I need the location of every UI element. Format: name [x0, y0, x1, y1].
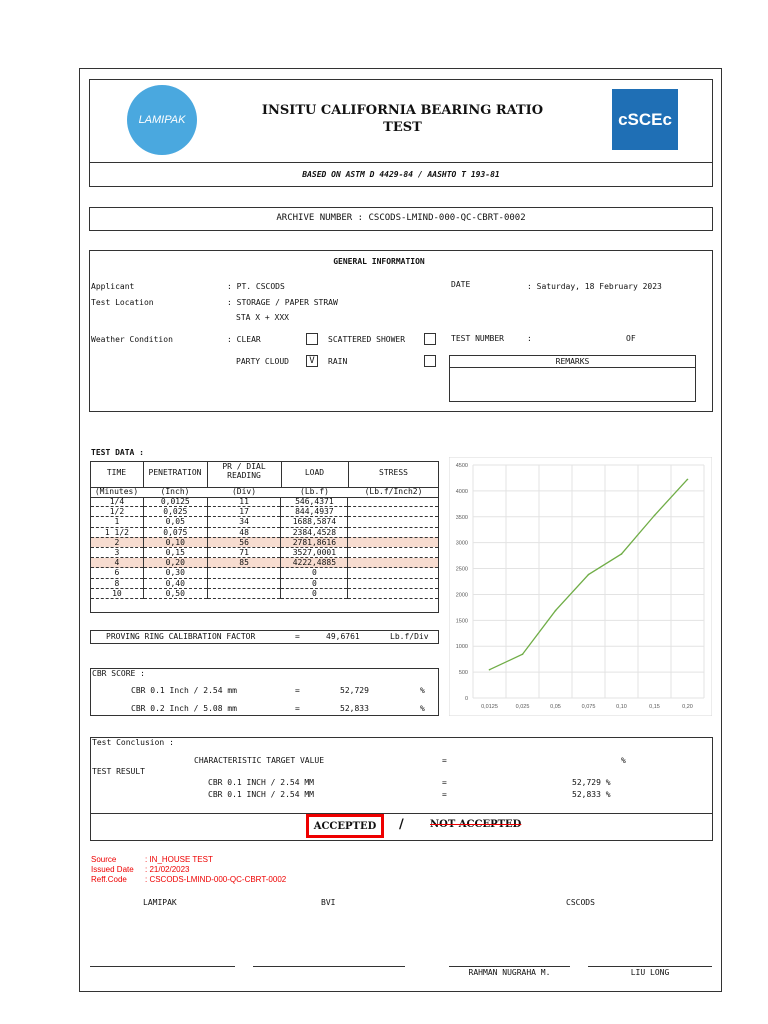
cell-dial: 48	[207, 527, 281, 537]
cbr-r2-value: 52,833	[340, 704, 369, 713]
x-tick-label: 0,075	[581, 704, 596, 710]
cell-penetration: 0,0125	[143, 497, 207, 507]
source-value: : IN_HOUSE TEST	[145, 855, 213, 864]
y-tick-label: 4000	[455, 488, 468, 495]
cbr-r1-value: 52,729	[340, 686, 369, 695]
x-tick-label: 0,025	[515, 704, 530, 710]
source-block	[91, 855, 286, 885]
not-accepted-label: NOT ACCEPTED	[430, 819, 522, 830]
cell-time: 4	[91, 558, 144, 568]
cell-stress	[348, 517, 439, 527]
x-tick-label: 0,10	[616, 704, 627, 710]
conclusion-label: Test Conclusion :	[92, 738, 174, 747]
cell-dial: 71	[207, 547, 281, 557]
table-row	[91, 547, 439, 557]
weather-cloud-checkbox[interactable]: V	[306, 355, 318, 367]
cell-stress	[348, 527, 439, 537]
table-row	[91, 588, 439, 598]
remarks-divider	[449, 367, 696, 368]
test-data-label: TEST DATA :	[91, 448, 144, 457]
test-number-label: TEST NUMBER	[451, 334, 504, 343]
signature-col-lamipak: LAMIPAK	[143, 898, 177, 907]
test-data-table	[90, 497, 439, 599]
col-header-stress: STRESS	[379, 468, 408, 477]
weather-cloud-label: PARTY CLOUD	[236, 357, 289, 366]
table-row	[91, 497, 439, 507]
cell-penetration: 0,30	[143, 568, 207, 578]
reff-code-key: Reff.Code	[91, 875, 127, 884]
y-tick-label: 2500	[455, 566, 468, 573]
x-tick-label: 0,15	[649, 704, 660, 710]
archive-line	[89, 213, 713, 223]
cbr-r2-unit: %	[420, 704, 425, 713]
general-info-heading: GENERAL INFORMATION	[333, 257, 425, 266]
signatory-name-3: RAHMAN NUGRAHA M.	[468, 968, 551, 977]
table-row	[91, 517, 439, 527]
weather-label: Weather Condition	[91, 335, 173, 344]
cell-penetration: 0,025	[143, 507, 207, 517]
table-row	[91, 527, 439, 537]
weather-clear-label: : CLEAR	[227, 335, 261, 344]
cell-dial	[207, 578, 281, 588]
lamipak-logo	[127, 85, 197, 155]
signature-col-cscods: CSCODS	[566, 898, 595, 907]
cbr-r1-eq: =	[295, 686, 300, 695]
cell-penetration: 0,075	[143, 527, 207, 537]
table-row	[91, 537, 439, 547]
issued-date-key: Issued Date	[91, 865, 134, 874]
cell-dial	[207, 568, 281, 578]
signature-line-4	[588, 966, 712, 967]
cell-penetration: 0,10	[143, 537, 207, 547]
cell-load: 546,4371	[281, 497, 348, 507]
y-tick-label: 2000	[455, 592, 468, 599]
col-header-dial: PR / DIAL READING	[222, 462, 266, 480]
proving-ring-unit: Lb.f/Div	[390, 632, 429, 641]
weather-rain-label: RAIN	[328, 357, 348, 366]
cell-load: 844,4937	[281, 507, 348, 517]
col-header-load: LOAD	[304, 468, 325, 477]
cell-time: 1	[91, 517, 144, 527]
cell-stress	[348, 568, 439, 578]
standard-reference: BASED ON ASTM D 4429-84 / AASHTO T 193-81	[302, 170, 500, 179]
cell-time: 6	[91, 568, 144, 578]
table-row	[91, 558, 439, 568]
cell-load: 4222,4885	[281, 558, 348, 568]
cell-load: 1688,5874	[281, 517, 348, 527]
cell-dial: 56	[207, 537, 281, 547]
cell-dial: 85	[207, 558, 281, 568]
location-label: Test Location	[91, 298, 154, 307]
result-r1-label: CBR 0.1 INCH / 2.54 MM	[208, 778, 314, 787]
x-tick-label: 0,0125	[481, 704, 498, 710]
header-divider	[89, 162, 713, 163]
cell-dial: 17	[207, 507, 281, 517]
report-title: INSITU CALIFORNIA BEARING RATIO TEST	[261, 103, 544, 135]
conclusion-divider	[90, 813, 713, 814]
result-r1-eq: =	[442, 778, 447, 787]
cell-time: 8	[91, 578, 144, 588]
cell-time: 1/2	[91, 507, 144, 517]
load-data-point	[522, 653, 524, 655]
location-value: : STORAGE / PAPER STRAW	[227, 298, 338, 307]
applicant-value: : PT. CSCODS	[227, 282, 285, 291]
y-tick-label: 3000	[455, 540, 468, 547]
proving-ring-value: 49,6761	[326, 632, 360, 641]
archive-number: CSCODS-LMIND-000-QC-CBRT-0002	[368, 213, 526, 223]
ctv-eq: =	[442, 756, 447, 765]
unit-time: (Minutes)	[94, 487, 139, 496]
test-data-header	[90, 461, 439, 496]
load-data-point	[621, 553, 623, 555]
archive-label: ARCHIVE NUMBER :	[276, 213, 364, 223]
x-tick-label: 0,05	[550, 704, 561, 710]
unit-stress: (Lb.f/Inch2)	[364, 487, 423, 496]
source-key: Source	[91, 855, 117, 864]
applicant-label: Applicant	[91, 282, 135, 291]
unit-dial: (Div)	[231, 487, 257, 496]
load-data-point	[654, 515, 656, 517]
reff-code-value: : CSCODS-LMIND-000-QC-CBRT-0002	[145, 875, 287, 884]
remarks-label: REMARKS	[555, 357, 590, 366]
weather-shower-checkbox[interactable]	[424, 333, 436, 345]
cell-dial: 34	[207, 517, 281, 527]
signature-col-bvi: BVI	[321, 898, 336, 907]
result-r1-value: 52,729 %	[572, 778, 611, 787]
cbr-r2-eq: =	[295, 704, 300, 713]
accepted-stamp	[306, 814, 384, 838]
test-number-colon: :	[527, 334, 532, 343]
cell-dial: 11	[207, 497, 281, 507]
lamipak-logo-text: LAMIPAK	[138, 114, 186, 126]
cbr-r1-unit: %	[420, 686, 425, 695]
cell-time: 10	[91, 588, 144, 598]
ctv-unit: %	[621, 756, 626, 765]
test-result-label: TEST RESULT	[92, 767, 145, 776]
cell-penetration: 0,50	[143, 588, 207, 598]
proving-ring-label: PROVING RING CALIBRATION FACTOR	[106, 632, 256, 641]
cell-penetration: 0,40	[143, 578, 207, 588]
signatory-name-4: LIU LONG	[630, 968, 670, 977]
load-penetration-chart	[449, 457, 712, 716]
load-data-point	[489, 669, 491, 671]
table-row	[91, 578, 439, 588]
cell-stress	[348, 558, 439, 568]
result-r2-value: 52,833 %	[572, 790, 611, 799]
cscec-logo	[612, 89, 678, 150]
cbr-r2-label: CBR 0.2 Inch / 5.08 mm	[131, 704, 237, 713]
cell-stress	[348, 507, 439, 517]
load-data-point	[687, 479, 689, 481]
table-row	[91, 507, 439, 517]
cell-penetration: 0,20	[143, 558, 207, 568]
cscec-logo-text: cSCEc	[618, 109, 672, 129]
test-number-of: OF	[626, 334, 636, 343]
x-tick-label: 0,20	[682, 704, 693, 710]
cell-stress	[348, 588, 439, 598]
load-data-point	[555, 610, 557, 612]
cell-penetration: 0,15	[143, 547, 207, 557]
cell-penetration: 0,05	[143, 517, 207, 527]
col-header-penetration: PENETRATION	[148, 468, 202, 477]
cell-load: 2384,4528	[281, 527, 348, 537]
accepted-label: ACCEPTED	[313, 820, 377, 832]
test-data-header-rule	[90, 487, 439, 488]
proving-ring-eq: =	[295, 632, 300, 641]
date-label: DATE	[451, 280, 471, 289]
location-sta: STA X + XXX	[236, 313, 289, 322]
cbr-r1-label: CBR 0.1 Inch / 2.54 mm	[131, 686, 237, 695]
col-header-time: TIME	[106, 468, 127, 477]
y-tick-label: 500	[458, 670, 468, 677]
weather-rain-checkbox[interactable]	[424, 355, 436, 367]
table-row	[91, 568, 439, 578]
signature-line-1	[90, 966, 235, 967]
cell-stress	[348, 497, 439, 507]
decision-slash: /	[399, 817, 404, 832]
cell-time: 3	[91, 547, 144, 557]
cell-dial	[207, 588, 281, 598]
cell-load: 3527,0001	[281, 547, 348, 557]
cell-load: 0	[281, 588, 348, 598]
cell-time: 1/4	[91, 497, 144, 507]
result-r2-eq: =	[442, 790, 447, 799]
y-tick-label: 4500	[455, 463, 468, 469]
cell-load: 2781,8616	[281, 537, 348, 547]
y-tick-label: 0	[464, 696, 468, 702]
date-value: : Saturday, 18 February 2023	[527, 282, 662, 291]
issued-date-value: : 21/02/2023	[145, 865, 190, 874]
y-tick-label: 1500	[455, 618, 468, 625]
cell-time: 2	[91, 537, 144, 547]
signature-line-2	[253, 966, 405, 967]
unit-penetration: (Inch)	[160, 487, 190, 496]
weather-shower-label: SCATTERED SHOWER	[328, 335, 406, 344]
cell-load: 0	[281, 578, 348, 588]
unit-load: (Lb.f)	[300, 487, 329, 496]
cell-stress	[348, 578, 439, 588]
cbr-score-label: CBR SCORE :	[92, 669, 145, 678]
weather-clear-checkbox[interactable]	[306, 333, 318, 345]
cell-stress	[348, 547, 439, 557]
y-tick-label: 3500	[455, 514, 468, 521]
ctv-label: CHARACTERISTIC TARGET VALUE	[194, 756, 325, 765]
cell-load: 0	[281, 568, 348, 578]
cell-time: 1 1/2	[91, 527, 144, 537]
cell-stress	[348, 537, 439, 547]
result-r2-label: CBR 0.1 INCH / 2.54 MM	[208, 790, 314, 799]
signature-line-3	[449, 966, 570, 967]
y-tick-label: 1000	[455, 644, 468, 651]
load-data-point	[588, 574, 590, 576]
